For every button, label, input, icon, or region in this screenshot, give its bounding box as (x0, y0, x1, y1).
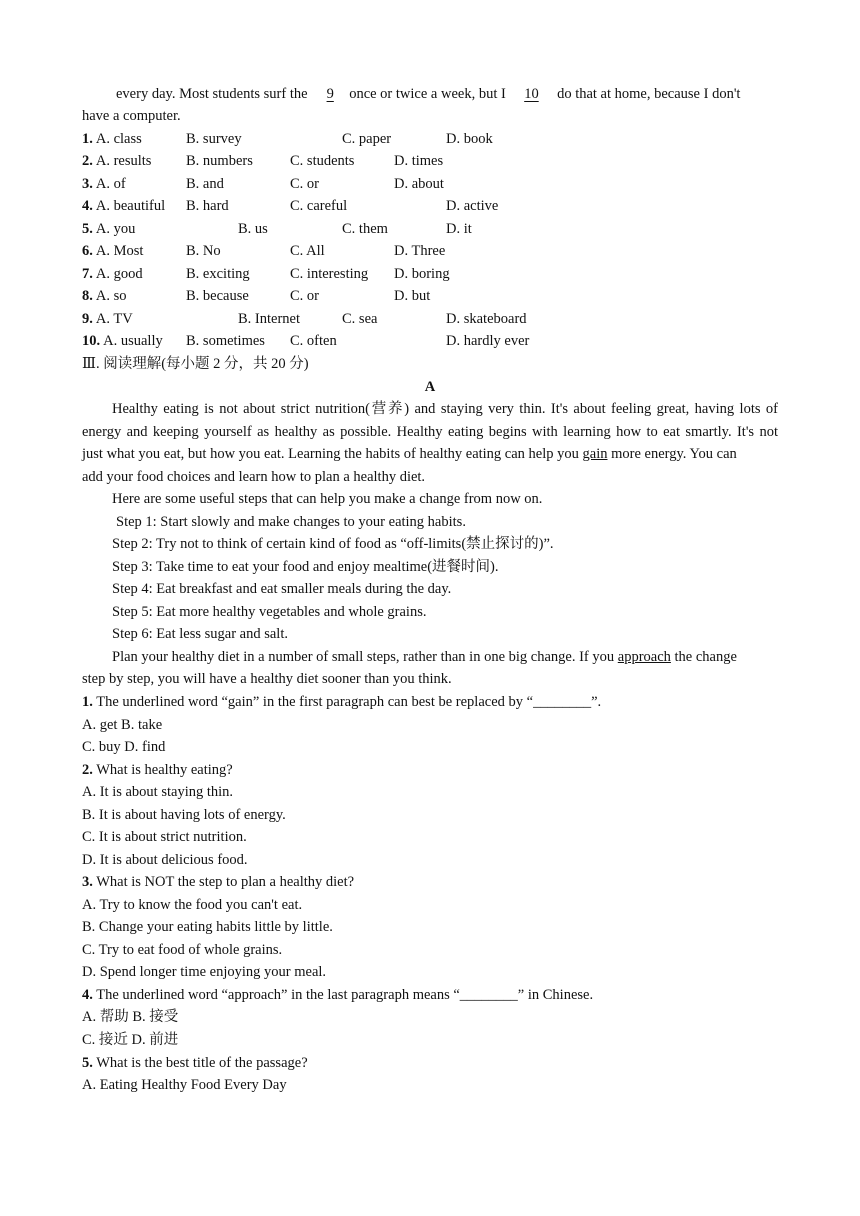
answer-option: B. It is about having lots of energy. (82, 807, 286, 823)
answer-option: B. Change your eating habits little by little. (82, 919, 333, 935)
option-b: B. No (186, 243, 221, 259)
option-b: B. because (186, 288, 249, 304)
option-d: D. book (446, 131, 493, 147)
answer-option: D. Spend longer time enjoying your meal. (82, 964, 327, 980)
cloze-option-row (82, 264, 778, 284)
answer-option: C. It is about strict nutrition. (82, 829, 247, 845)
question-text: What is the best title of the passage? (92, 1055, 308, 1071)
step-line: Step 2: Try not to think of certain kind of food as “off-limits(禁止探讨的)”. (112, 536, 554, 552)
option-d: D. about (394, 176, 444, 192)
option-d: D. skateboard (446, 311, 527, 327)
cloze-text-line: have a computer. (82, 108, 181, 124)
question-5 (82, 1053, 778, 1073)
option-c: C. them (342, 221, 388, 237)
option-a: A. you (95, 221, 136, 237)
question-number: 1. (82, 131, 93, 147)
option-b: B. sometimes (186, 333, 265, 349)
step-line: Step 5: Eat more healthy vegetables and whole grains. (112, 604, 427, 620)
option-c: C. careful (290, 198, 348, 214)
question-number: 3. (82, 874, 93, 890)
question-text: The underlined word “gain” in the first paragraph can best be replaced by “________”. (92, 694, 602, 710)
passage-line: Healthy eating is not about strict nutrition(营养) and staying very thin. It's about feeling great, having lots of (112, 401, 778, 417)
option-a: A. so (95, 288, 127, 304)
cloze-text: once or twice a week, but I (349, 86, 510, 102)
passage-line (82, 444, 778, 464)
question-text: The underlined word “approach” in the last paragraph means “________” in Chinese. (92, 987, 594, 1003)
option-d: D. hardly ever (446, 333, 530, 349)
passage-line: step by step, you will have a healthy diet sooner than you think. (82, 671, 452, 687)
question-text: What is healthy eating? (92, 762, 233, 778)
question-number: 8. (82, 288, 93, 304)
passage-line (112, 647, 778, 667)
question-number: 1. (82, 694, 93, 710)
option-d: D. active (446, 198, 499, 214)
option-b: B. numbers (186, 153, 253, 169)
blank-10: 10 (524, 86, 539, 102)
cloze-option-row (82, 174, 778, 194)
question-text: What is NOT the step to plan a healthy diet? (92, 874, 355, 890)
cloze-option-row (82, 196, 778, 216)
section-heading: Ⅲ. 阅读理解(每小题 2 分，共 20 分) (82, 356, 309, 372)
option-c: C. or (290, 176, 319, 192)
question-number: 5. (82, 221, 93, 237)
step-line: Step 4: Eat breakfast and eat smaller meals during the day. (112, 581, 452, 597)
question-number: 4. (82, 198, 93, 214)
option-c: C. interesting (290, 266, 369, 282)
answer-option: A. It is about staying thin. (82, 784, 234, 800)
option-a: A. of (95, 176, 126, 192)
option-b: B. us (238, 221, 268, 237)
underlined-word-approach: approach (617, 649, 671, 665)
question-4 (82, 985, 778, 1005)
passage-text: Plan your healthy diet in a number of small steps, rather than in one big change. If you (112, 649, 618, 665)
option-c: C. students (290, 153, 355, 169)
question-number: 2. (82, 153, 93, 169)
answer-option: A. Try to know the food you can't eat. (82, 897, 303, 913)
question-number: 10. (82, 333, 101, 349)
step-line: Step 6: Eat less sugar and salt. (112, 626, 288, 642)
cloze-option-row (82, 309, 778, 329)
answer-option: C. buy D. find (82, 739, 166, 755)
question-1 (82, 692, 778, 712)
option-b: B. Internet (238, 311, 301, 327)
cloze-text: do that at home, because I don't (553, 86, 741, 102)
passage-text: more energy. You can (607, 446, 737, 462)
option-d: D. Three (394, 243, 446, 259)
question-number: 4. (82, 987, 93, 1003)
answer-option: A. 帮助 B. 接受 (82, 1009, 179, 1025)
cloze-option-row (82, 286, 778, 306)
option-d: D. but (394, 288, 431, 304)
passage-line: Here are some useful steps that can help you make a change from now on. (112, 491, 543, 507)
question-number: 9. (82, 311, 93, 327)
option-c: C. sea (342, 311, 378, 327)
passage-line: energy and keeping yourself as healthy as possible. Healthy eating begins with learning how to eat smartly. It's not (82, 424, 778, 440)
cloze-text-line (116, 84, 778, 104)
cloze-option-row (82, 241, 778, 261)
blank-9: 9 (326, 86, 334, 102)
option-a: A. results (95, 153, 152, 169)
cloze-option-row (82, 129, 778, 149)
passage-text: the change (670, 649, 737, 665)
option-a: A. usually (103, 333, 163, 349)
option-c: C. paper (342, 131, 392, 147)
question-number: 6. (82, 243, 93, 259)
option-c: C. often (290, 333, 337, 349)
option-b: B. and (186, 176, 224, 192)
step-line: Step 1: Start slowly and make changes to your eating habits. (116, 514, 466, 530)
cloze-option-row (82, 151, 778, 171)
question-3 (82, 872, 778, 892)
passage-label: A (424, 379, 436, 395)
answer-option: D. It is about delicious food. (82, 852, 248, 868)
passage-text: just what you eat, but how you eat. Learning the habits of healthy eating can help you (82, 446, 583, 462)
cloze-text: every day. Most students surf the (116, 86, 312, 102)
question-number: 5. (82, 1055, 93, 1071)
option-c: C. or (290, 288, 319, 304)
option-d: D. it (446, 221, 472, 237)
underlined-word-gain: gain (582, 446, 608, 462)
cloze-option-row (82, 219, 778, 239)
question-number: 2. (82, 762, 93, 778)
answer-option: C. Try to eat food of whole grains. (82, 942, 283, 958)
answer-option: C. 接近 D. 前进 (82, 1032, 179, 1048)
answer-option: A. get B. take (82, 717, 163, 733)
option-a: A. good (95, 266, 143, 282)
question-number: 3. (82, 176, 93, 192)
option-d: D. times (394, 153, 444, 169)
option-a: A. TV (95, 311, 133, 327)
option-a: A. class (95, 131, 142, 147)
passage-line: add your food choices and learn how to plan a healthy diet. (82, 469, 426, 485)
option-b: B. hard (186, 198, 229, 214)
cloze-option-row (82, 331, 778, 351)
question-number: 7. (82, 266, 93, 282)
answer-option: A. Eating Healthy Food Every Day (82, 1077, 287, 1093)
option-a: A. beautiful (95, 198, 166, 214)
step-line: Step 3: Take time to eat your food and enjoy mealtime(进餐时间). (112, 559, 499, 575)
option-b: B. survey (186, 131, 242, 147)
option-a: A. Most (95, 243, 144, 259)
question-2 (82, 760, 778, 780)
option-b: B. exciting (186, 266, 250, 282)
option-c: C. All (290, 243, 325, 259)
option-d: D. boring (394, 266, 450, 282)
